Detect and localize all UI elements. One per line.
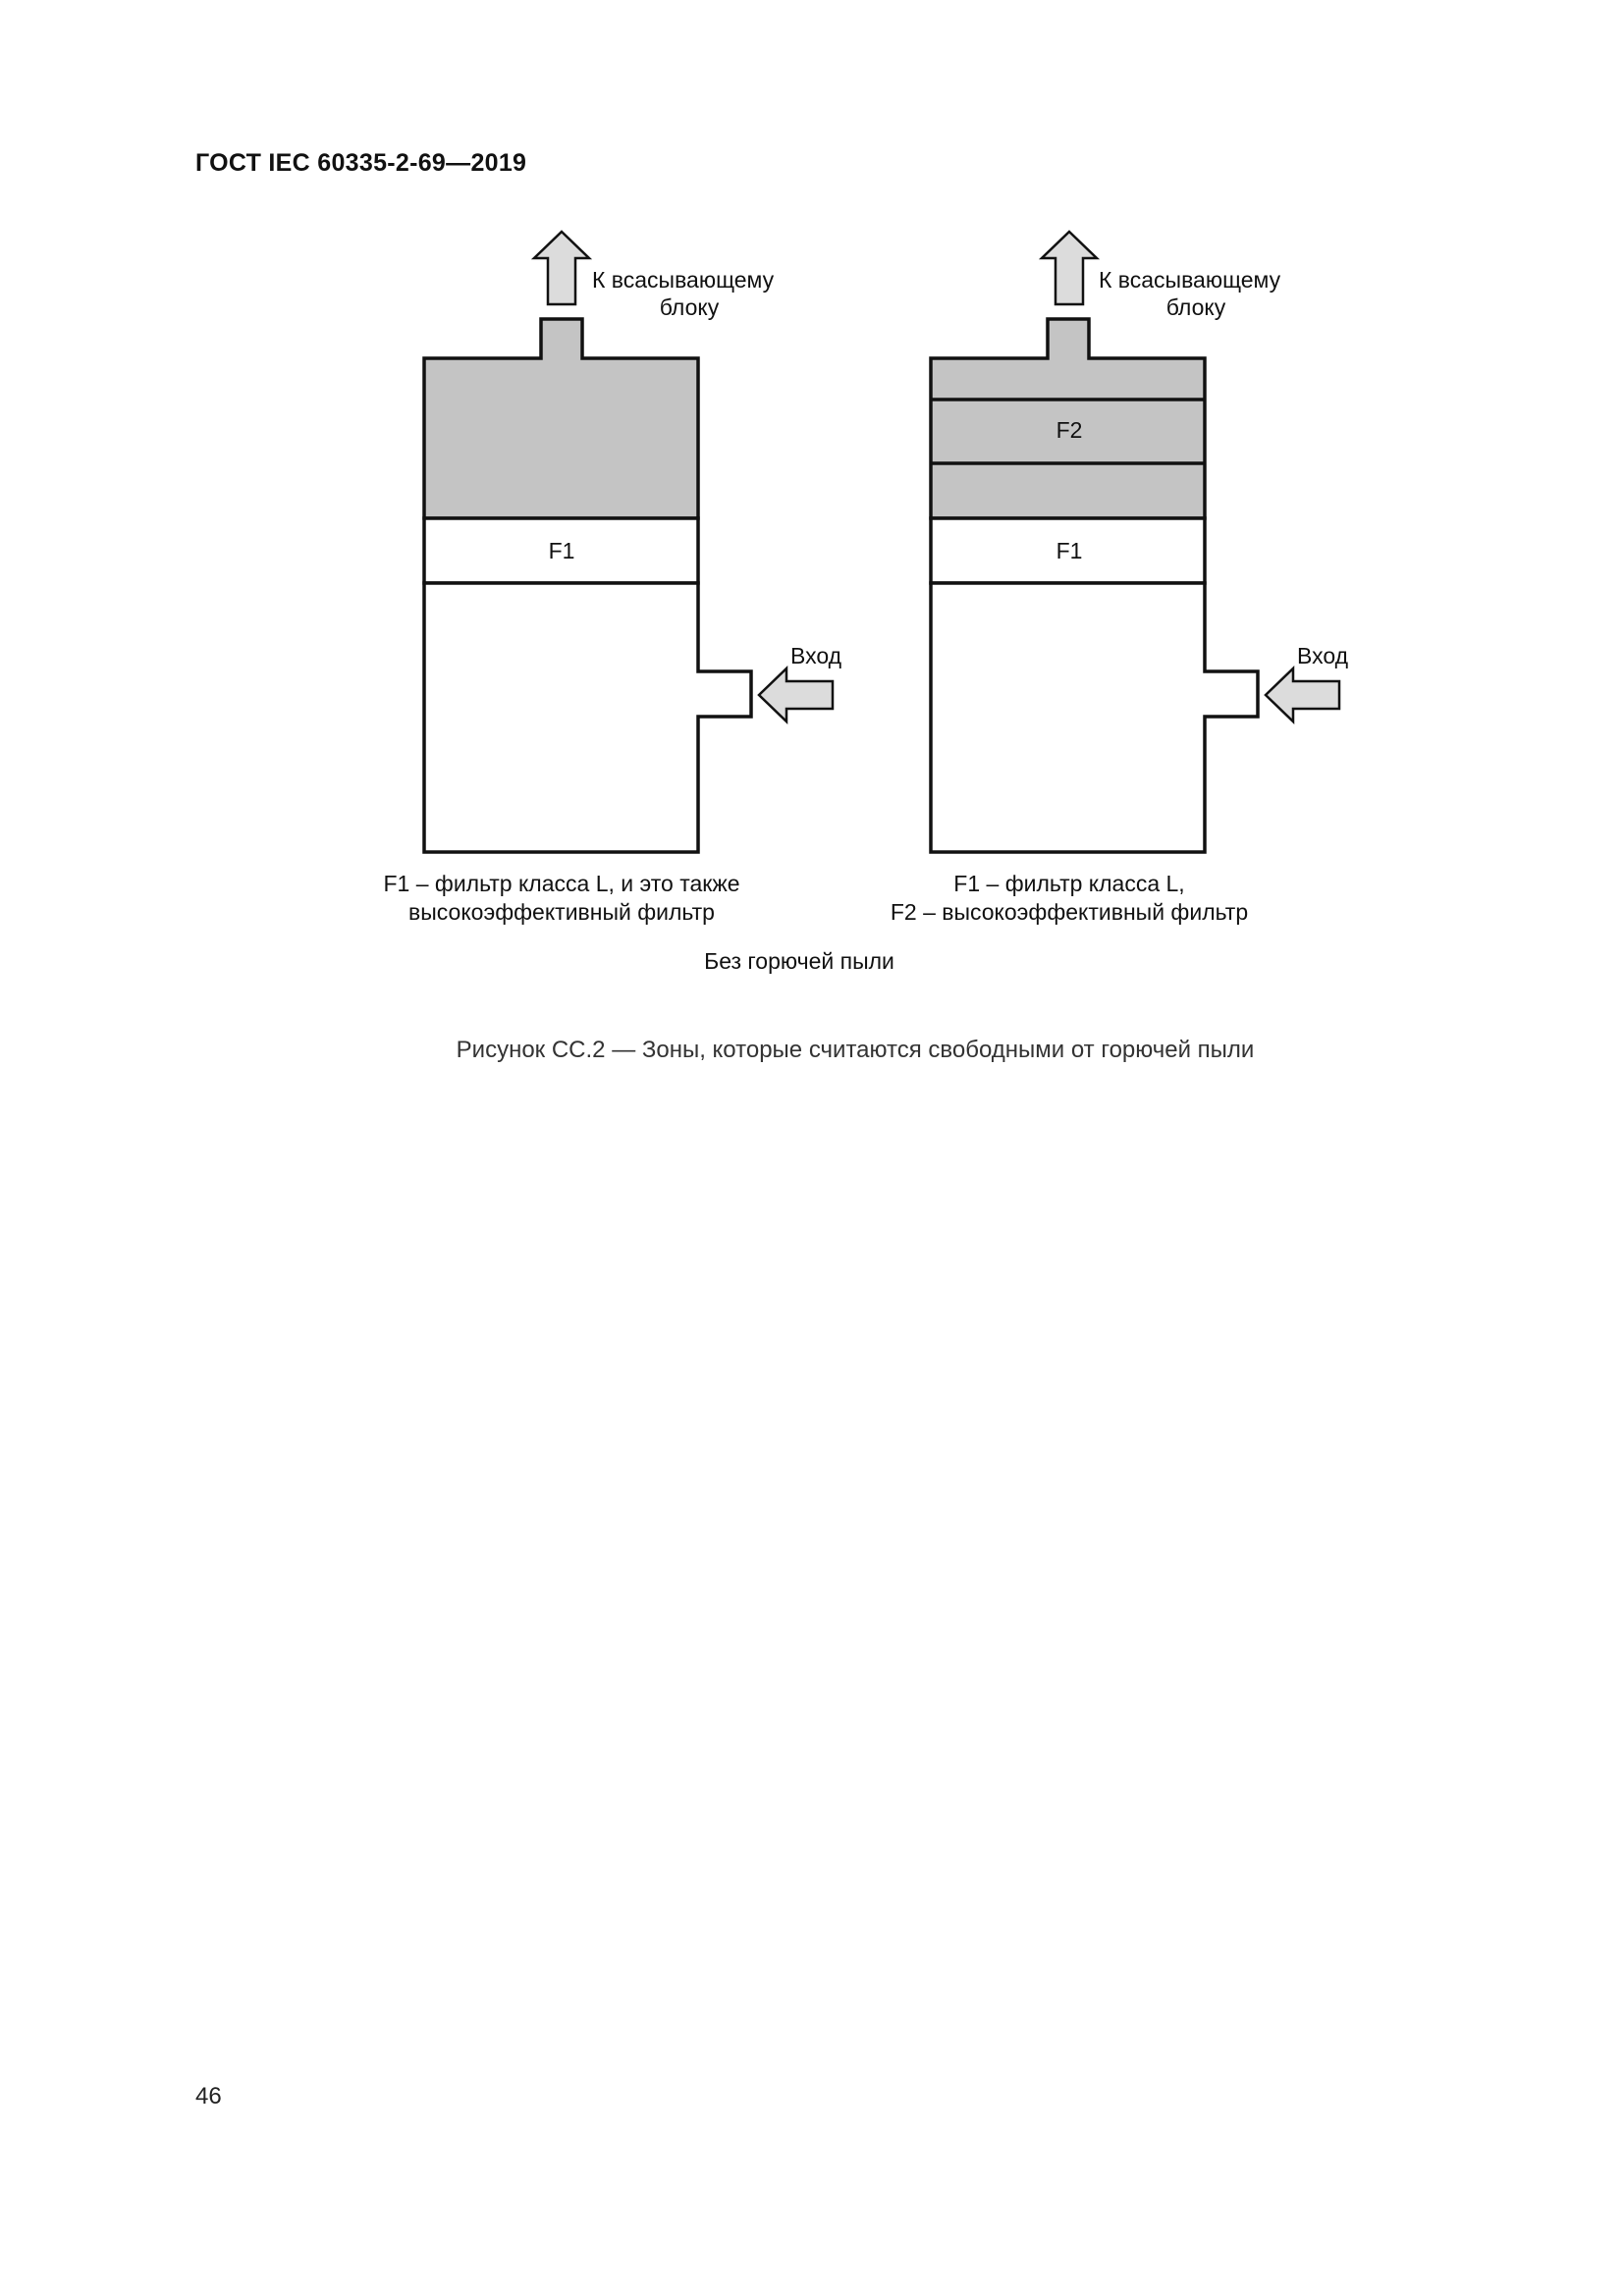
left-inlet-arrow-icon	[759, 668, 833, 721]
zone-label: Без горючей пыли	[704, 948, 894, 974]
figure-caption: Рисунок CC.2 — Зоны, которые считаются свободными от горючей пыли	[456, 1037, 1255, 1063]
right-outlet-arrow-icon	[1042, 232, 1097, 304]
left-filter-f1-label: F1	[548, 538, 575, 563]
right-legend-line2: F2 – высокоэффективный фильтр	[890, 899, 1249, 925]
left-outlet-label-line2: блоку	[659, 294, 720, 320]
right-filter-f1-label: F1	[1056, 538, 1083, 563]
left-inlet-label: Вход	[790, 643, 842, 668]
right-filter-f2-label: F2	[1056, 417, 1083, 443]
right-outlet-label-line1: К всасывающему	[1099, 267, 1281, 293]
right-outlet-label-line2: блоку	[1165, 294, 1226, 320]
document-header: ГОСТ IEC 60335-2-69—2019	[195, 149, 527, 177]
left-upper-chamber	[424, 319, 698, 518]
left-legend-line1: F1 – фильтр класса L, и это также	[383, 871, 740, 896]
left-legend-line2: высокоэффективный фильтр	[408, 899, 715, 925]
page-number: 46	[195, 2083, 222, 2109]
left-lower-chamber	[424, 583, 751, 852]
left-unit	[424, 232, 833, 852]
right-lower-chamber	[931, 583, 1258, 852]
right-inlet-arrow-icon	[1266, 668, 1339, 721]
right-unit	[931, 232, 1339, 852]
left-outlet-label-line1: К всасывающему	[592, 267, 775, 293]
right-inlet-label: Вход	[1297, 643, 1349, 668]
figure-diagram	[0, 0, 1624, 1021]
right-legend-line1: F1 – фильтр класса L,	[953, 871, 1185, 896]
left-outlet-arrow-icon	[534, 232, 589, 304]
